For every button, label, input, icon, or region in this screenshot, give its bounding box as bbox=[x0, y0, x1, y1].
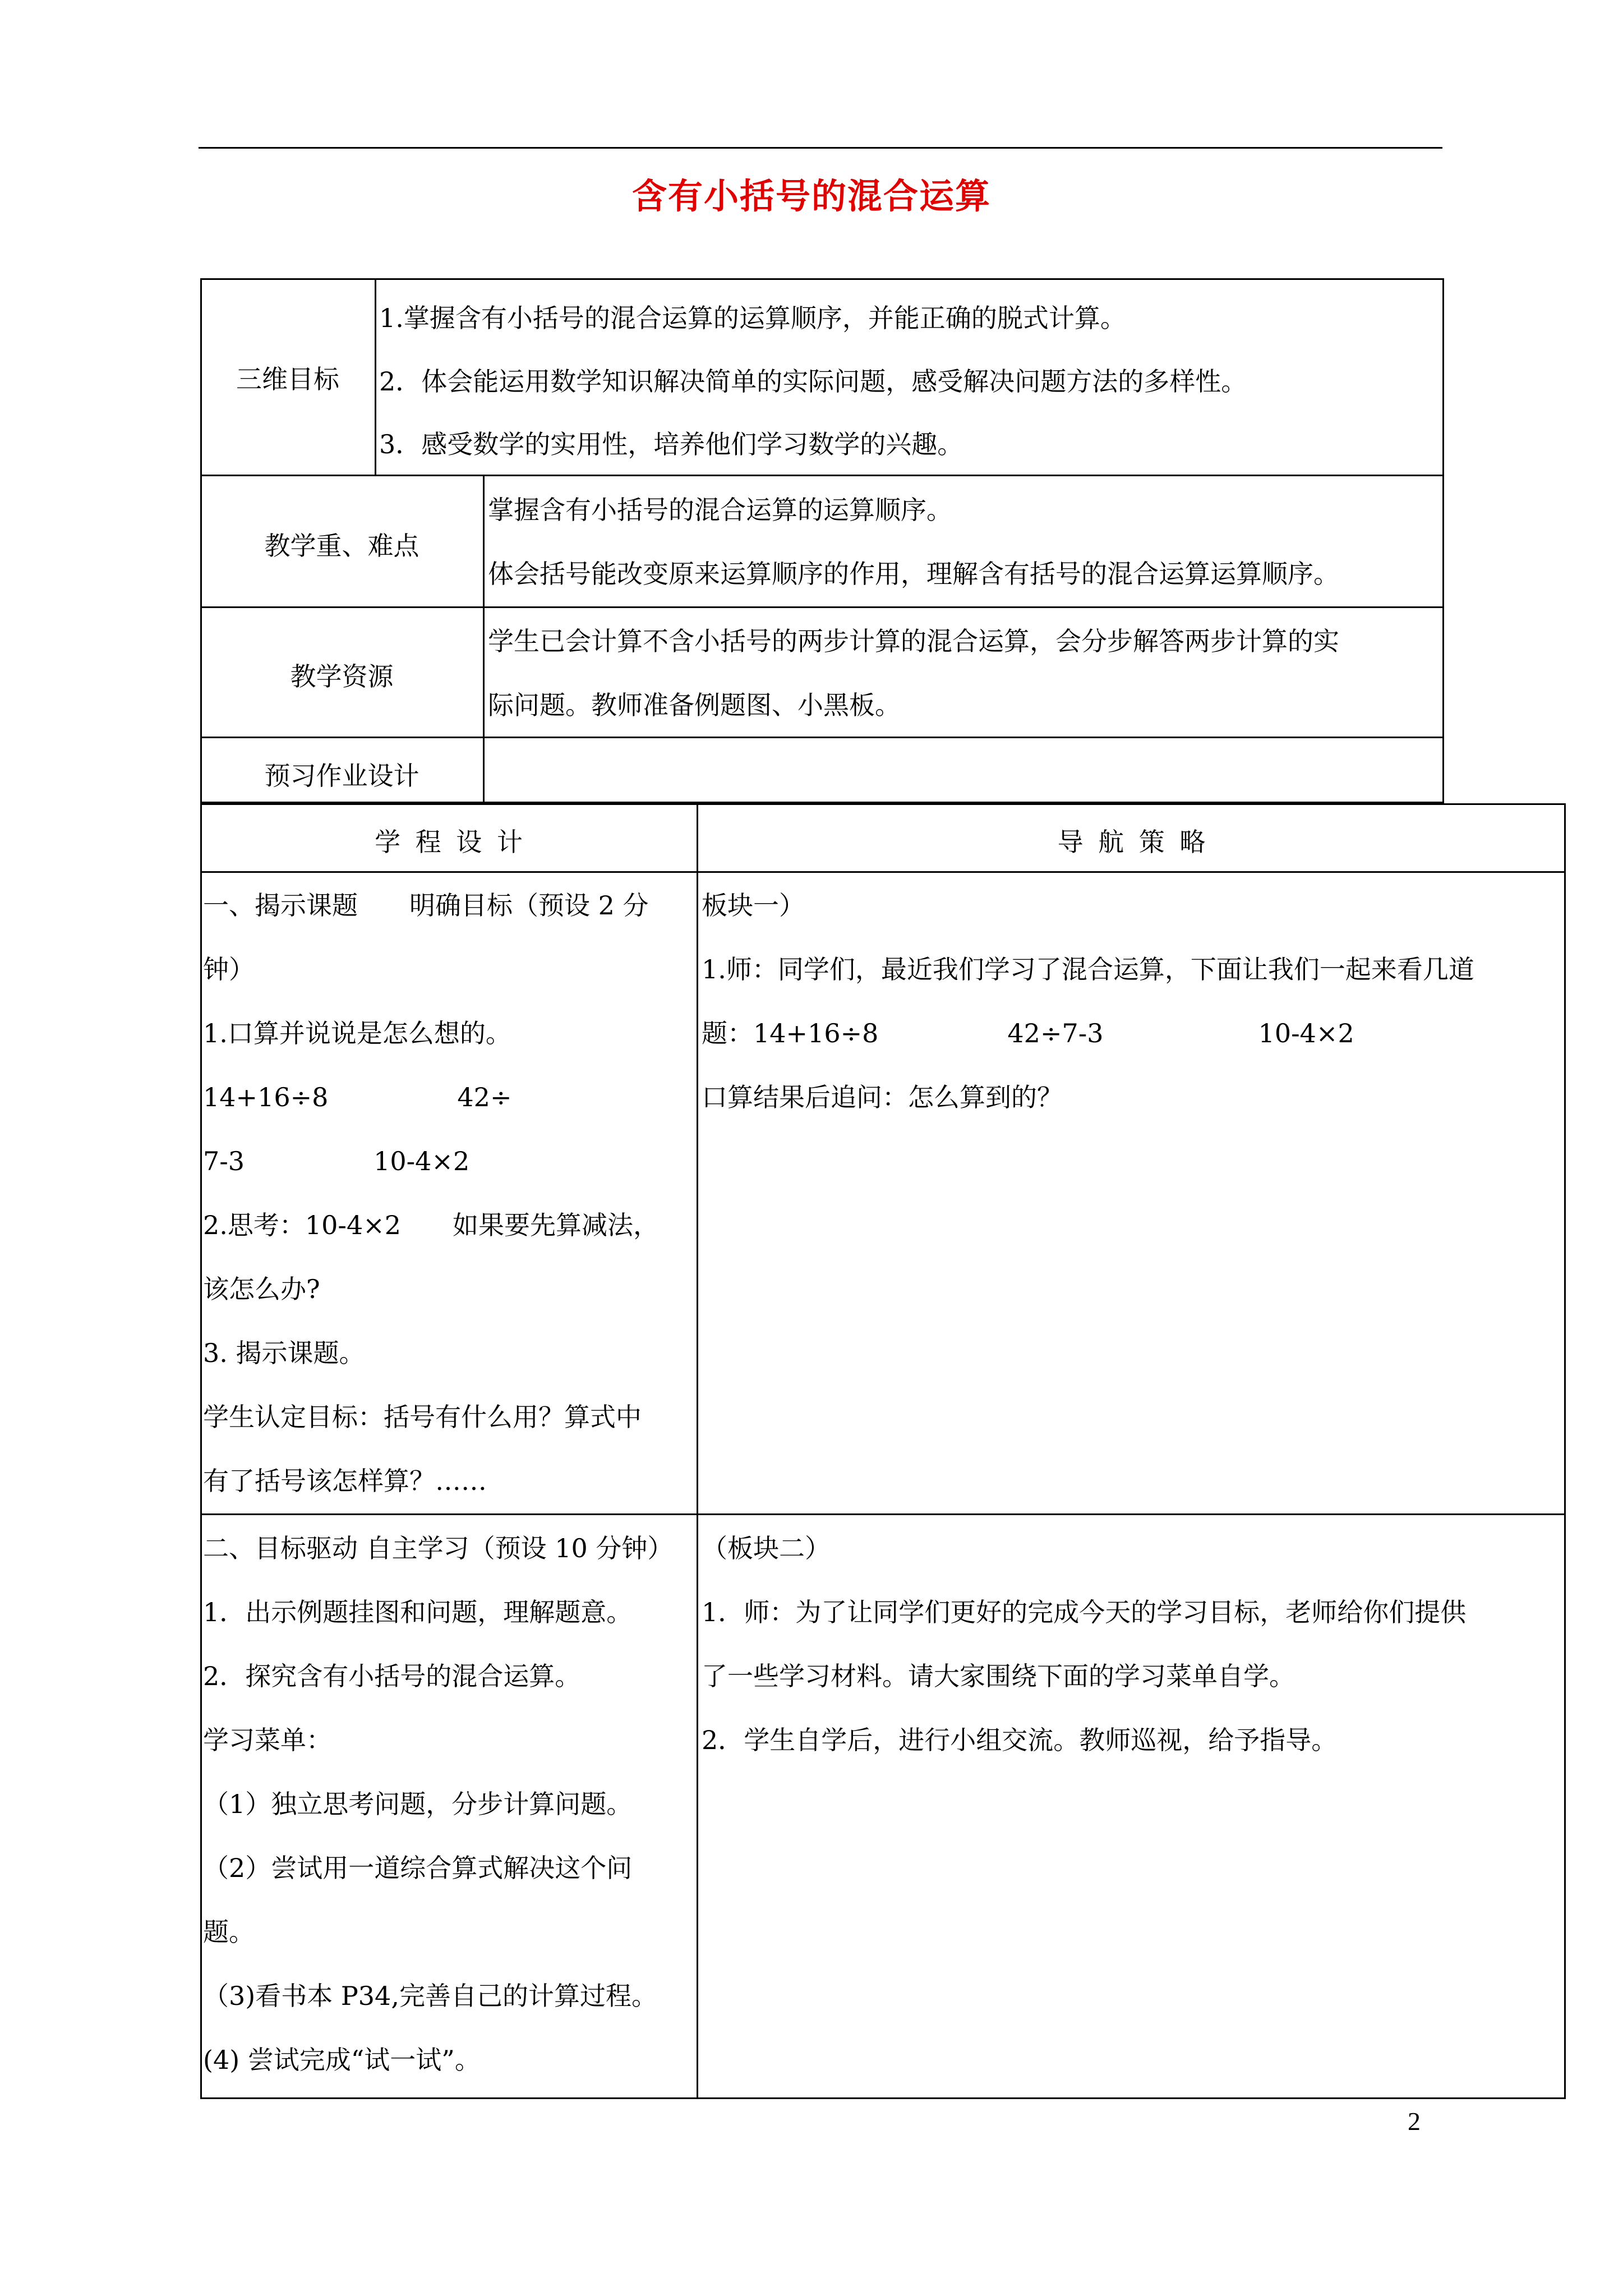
goals-line-3: 3．感受数学的实用性，培养他们学习数学的兴趣。 bbox=[379, 429, 963, 459]
s1-right-line: 板块一） bbox=[702, 890, 805, 921]
resources-label: 教学资源 bbox=[290, 661, 394, 692]
s2-right-line: 了一些学习材料。请大家围绕下面的学习菜单自学。 bbox=[702, 1661, 1295, 1691]
s2-left-line: 学习菜单： bbox=[203, 1725, 332, 1755]
resources-line-2: 际问题。教师准备例题图、小黑板。 bbox=[488, 690, 901, 720]
s1-left-line: 1.口算并说说是怎么想的。 bbox=[203, 1018, 511, 1048]
s1-left-line: 14+16÷8 42÷ bbox=[203, 1082, 512, 1112]
s2-right-line: （板块二） bbox=[702, 1533, 831, 1563]
s1-left-line: 该怎么办? bbox=[203, 1274, 320, 1304]
goals-label: 三维目标 bbox=[236, 364, 339, 394]
page-title: 含有小括号的混合运算 bbox=[631, 176, 991, 217]
goals-line-2: 2．体会能运用数学知识解决简单的实际问题，感受解决问题方法的多样性。 bbox=[379, 366, 1247, 397]
goals-line-1: 1.掌握含有小括号的混合运算的运算顺序，并能正确的脱式计算。 bbox=[379, 303, 1126, 333]
row-divider bbox=[200, 606, 1444, 608]
row-divider bbox=[200, 871, 1566, 873]
s2-left-line: （1）独立思考问题，分步计算问题。 bbox=[203, 1789, 633, 1819]
key-points-line-1: 掌握含有小括号的混合运算的运算顺序。 bbox=[488, 495, 952, 525]
s1-right-line: 口算结果后追问：怎么算到的？ bbox=[702, 1082, 1063, 1112]
header-right: 导 航 策 略 bbox=[1057, 827, 1206, 857]
key-points-line-2: 体会括号能改变原来运算顺序的作用，理解含有括号的混合运算运算顺序。 bbox=[488, 559, 1339, 589]
s2-right-line: 2．学生自学后，进行小组交流。教师巡视，给予指导。 bbox=[702, 1725, 1338, 1755]
row-divider bbox=[200, 1513, 1566, 1515]
preview-label: 预习作业设计 bbox=[264, 761, 419, 791]
s2-left-line: 题。 bbox=[203, 1917, 255, 1947]
s2-left-line: 二、目标驱动 自主学习（预设 10 分钟） bbox=[203, 1533, 674, 1563]
s1-left-line: 7-3 10-4×2 bbox=[203, 1146, 470, 1176]
header-left: 学 程 设 计 bbox=[375, 827, 523, 857]
s1-left-line: 钟） bbox=[203, 954, 255, 984]
page-number: 2 bbox=[1408, 2107, 1421, 2136]
s2-left-line: 1．出示例题挂图和问题，理解题意。 bbox=[203, 1597, 633, 1627]
s2-left-line: （2）尝试用一道综合算式解决这个问 bbox=[203, 1853, 633, 1883]
s1-left-line: 学生认定目标：括号有什么用？算式中 bbox=[203, 1402, 642, 1432]
s2-right-line: 1．师：为了让同学们更好的完成今天的学习目标，老师给你们提供 bbox=[702, 1597, 1467, 1627]
key-points-label: 教学重、难点 bbox=[264, 531, 419, 561]
header-rule bbox=[199, 147, 1442, 149]
s1-left-line: 3. 揭示课题。 bbox=[203, 1338, 365, 1368]
column-divider bbox=[697, 803, 698, 2099]
s1-left-line: 有了括号该怎样算？…… bbox=[203, 1466, 487, 1496]
s1-right-line: 1.师：同学们，最近我们学习了混合运算，下面让我们一起来看几道 bbox=[702, 954, 1474, 984]
s1-left-line: 一、揭示课题 明确目标（预设 2 分 bbox=[203, 890, 649, 921]
resources-line-1: 学生已会计算不含小括号的两步计算的混合运算，会分步解答两步计算的实 bbox=[488, 626, 1339, 656]
s2-left-line: （3)看书本 P34,完善自己的计算过程。 bbox=[203, 1981, 657, 2011]
column-divider bbox=[483, 475, 485, 803]
s2-left-line: 2．探究含有小括号的混合运算。 bbox=[203, 1661, 581, 1691]
s1-right-line: 题：14+16÷8 42÷7-3 10-4×2 bbox=[702, 1018, 1354, 1048]
s2-left-line: (4) 尝试完成“试一试”。 bbox=[203, 2045, 481, 2075]
s1-left-line: 2.思考：10-4×2 如果要先算减法， bbox=[203, 1210, 660, 1240]
